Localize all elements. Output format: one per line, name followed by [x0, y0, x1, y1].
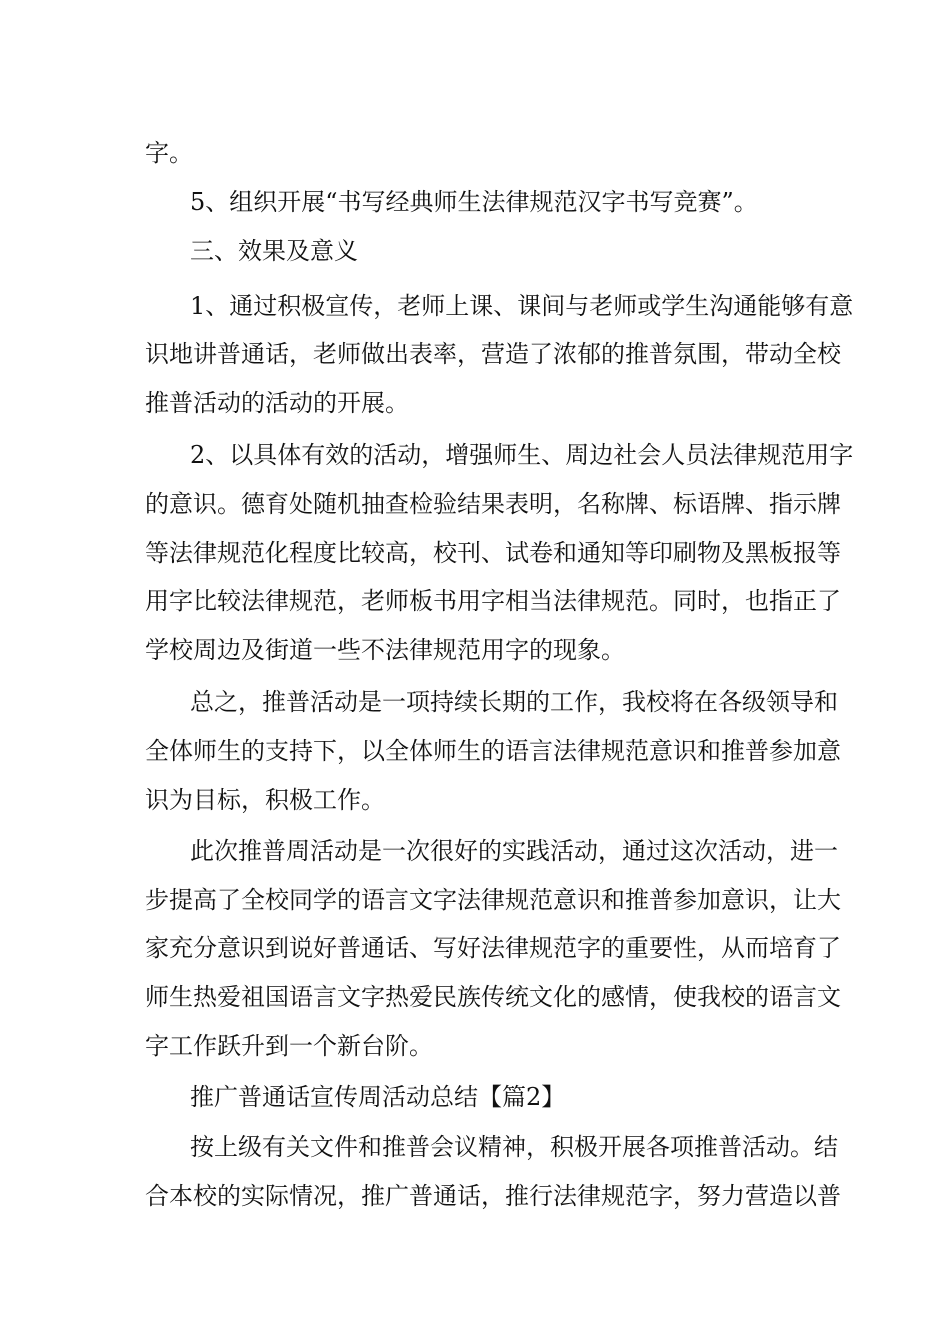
- text-line: 推普活动的活动的开展。: [145, 389, 409, 417]
- text-line: 识地讲普通话，老师做出表率，营造了浓郁的推普氛围，带动全校: [145, 340, 841, 368]
- text-line: 家充分意识到说好普通话、写好法律规范字的重要性，从而培育了: [145, 934, 841, 962]
- text-line: 5、组织开展“书写经典师生法律规范汉字书写竞赛”。: [190, 188, 758, 216]
- text-line: 全体师生的支持下，以全体师生的语言法律规范意识和推普参加意: [145, 737, 841, 765]
- text-line: 步提高了全校同学的语言文字法律规范意识和推普参加意识，让大: [145, 886, 841, 914]
- text-line: 2、以具体有效的活动，增强师生、周边社会人员法律规范用字: [190, 441, 854, 469]
- text-line: 合本校的实际情况，推广普通话，推行法律规范字，努力营造以普: [145, 1182, 841, 1210]
- text-line: 此次推普周活动是一次很好的实践活动，通过这次活动，进一: [190, 837, 838, 865]
- text-line: 字工作跃升到一个新台阶。: [145, 1032, 433, 1060]
- text-line: 师生热爱祖国语言文字热爱民族传统文化的感情，使我校的语言文: [145, 983, 841, 1011]
- text-line: 按上级有关文件和推普会议精神，积极开展各项推普活动。结: [190, 1133, 838, 1161]
- text-line: 1、通过积极宣传，老师上课、课间与老师或学生沟通能够有意: [190, 292, 854, 320]
- text-line: 字。: [145, 139, 193, 167]
- section-heading: 三、效果及意义: [190, 237, 358, 265]
- article-heading: 推广普通话宣传周活动总结【篇2】: [190, 1083, 566, 1111]
- text-line: 识为目标，积极工作。: [145, 786, 385, 814]
- text-line: 总之，推普活动是一项持续长期的工作，我校将在各级领导和: [190, 688, 838, 716]
- text-line: 等法律规范化程度比较高，校刊、试卷和通知等印刷物及黑板报等: [145, 539, 841, 567]
- text-line: 用字比较法律规范，老师板书用字相当法律规范。同时，也指正了: [145, 587, 841, 615]
- text-line: 的意识。德育处随机抽查检验结果表明，名称牌、标语牌、指示牌: [145, 490, 841, 518]
- text-line: 学校周边及街道一些不法律规范用字的现象。: [145, 636, 625, 664]
